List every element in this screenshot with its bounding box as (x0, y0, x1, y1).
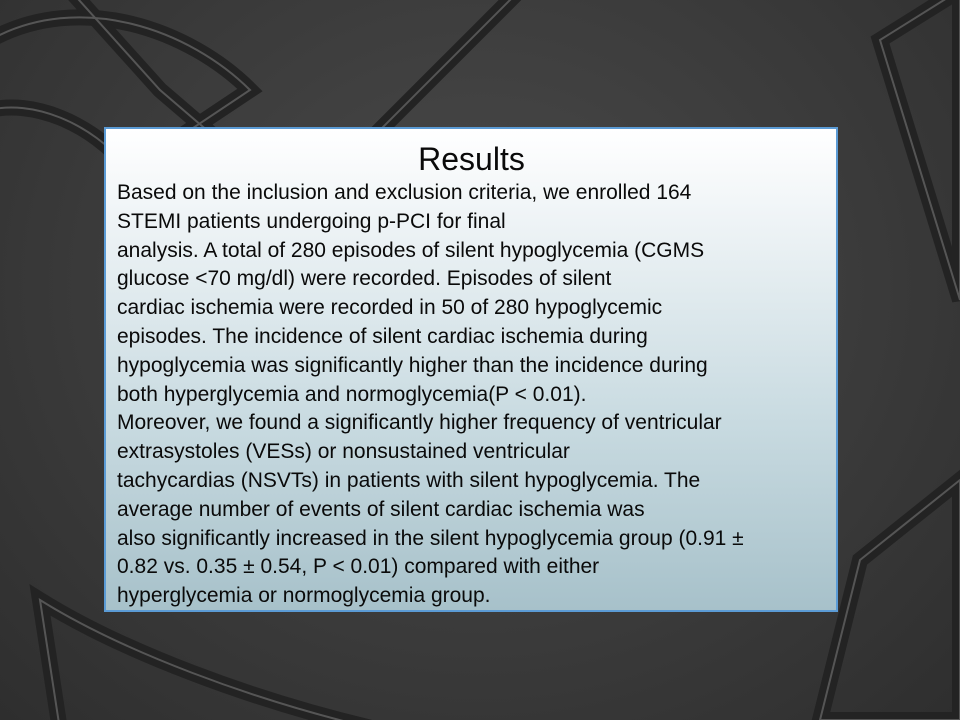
results-line: hypoglycemia was significantly higher than the incidence during (117, 353, 708, 377)
results-line: both hyperglycemia and normoglycemia(P < 0.01). (117, 382, 587, 406)
slide-title: Results (418, 141, 525, 177)
results-line: 0.82 vs. 0.35 ± 0.54, P < 0.01) compared with either (117, 555, 600, 579)
results-line: STEMI patients undergoing p-PCI for final (117, 209, 506, 233)
results-line: tachycardias (NSVTs) in patients with silent hypoglycemia. The (117, 468, 701, 492)
results-line: cardiac ischemia were recorded in 50 of 280 hypoglycemic (117, 296, 663, 320)
results-line: extrasystoles (VESs) or nonsustained ventricular (117, 440, 570, 464)
results-line: hyperglycemia or normoglycemia group. (117, 584, 491, 608)
results-line: Based on the inclusion and exclusion criteria, we enrolled 164 (117, 181, 692, 204)
results-text-box (104, 127, 838, 612)
results-paragraph (117, 179, 826, 611)
results-line: episodes. The incidence of silent cardiac ischemia during (117, 324, 648, 348)
results-line: also significantly increased in the silent hypoglycemia group (0.91 ± (117, 526, 744, 550)
results-line: Moreover, we found a significantly higher frequency of ventricular (117, 411, 722, 435)
results-line: glucose <70 mg/dl) were recorded. Episodes of silent (117, 267, 612, 291)
results-line: average number of events of silent cardiac ischemia was (117, 497, 645, 521)
results-line: analysis. A total of 280 episodes of silent hypoglycemia (CGMS (117, 238, 705, 262)
